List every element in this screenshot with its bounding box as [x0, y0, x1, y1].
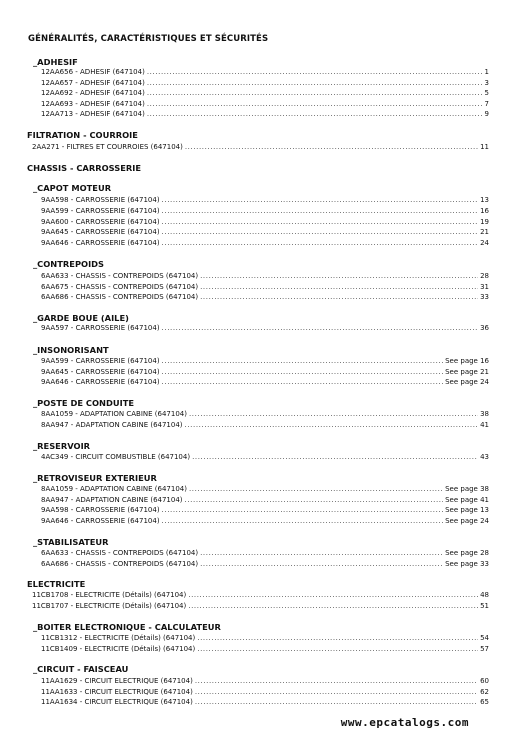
toc-entry[interactable]: 9AA598 - CARROSSERIE (647104) ..... See page 13: [41, 505, 489, 515]
section-filtration: FILTRATION - COURROIE: [27, 130, 138, 140]
toc-entry[interactable]: 12AA713 - ADHESIF (647104) ..... 9: [41, 109, 489, 119]
toc-entry[interactable]: 11CB1409 - ELECTRICITE (Détails) (647104) ..... 57: [41, 644, 489, 654]
toc-entry[interactable]: 9AA646 - CARROSSERIE (647104) ..... 24: [41, 238, 489, 248]
toc-entry[interactable]: 11CB1707 - ELECTRICITE (Détails) (647104) ..... 51: [32, 601, 489, 611]
subsection-adhesif: _ADHESIF: [33, 57, 78, 67]
subsection-circuit: _CIRCUIT - FAISCEAU: [33, 664, 129, 674]
toc-entry[interactable]: 6AA633 - CHASSIS - CONTREPOIDS (647104) ..... 28: [41, 271, 489, 281]
toc-entry[interactable]: 6AA686 - CHASSIS - CONTREPOIDS (647104) ..... See page 33: [41, 559, 489, 569]
subsection-garde-boue: _GARDE BOUE (AILE): [33, 313, 129, 323]
toc-entry[interactable]: 12AA656 - ADHESIF (647104) ..... 1: [41, 67, 489, 77]
toc-entry[interactable]: 9AA646 - CARROSSERIE (647104) ..... See page 24: [41, 516, 489, 526]
toc-entry[interactable]: 6AA686 - CHASSIS - CONTREPOIDS (647104) ..... 33: [41, 292, 489, 302]
toc-entry[interactable]: 8AA947 - ADAPTATION CABINE (647104) ..... 41: [41, 420, 489, 430]
toc-entry[interactable]: 12AA657 - ADHESIF (647104) ..... 3: [41, 78, 489, 88]
toc-entry[interactable]: 11AA1633 - CIRCUIT ELECTRIQUE (647104) ..... 62: [41, 687, 489, 697]
toc-entry[interactable]: 9AA598 - CARROSSERIE (647104) ..... 13: [41, 195, 489, 205]
section-electricite: ELECTRICITE: [27, 579, 86, 589]
toc-entry[interactable]: 12AA692 - ADHESIF (647104) ..... 5: [41, 88, 489, 98]
toc-entry[interactable]: 9AA645 - CARROSSERIE (647104) ..... See page 21: [41, 367, 489, 377]
toc-entry[interactable]: 9AA646 - CARROSSERIE (647104) ..... See page 24: [41, 377, 489, 387]
toc-entry[interactable]: 11CB1708 - ELECTRICITE (Détails) (647104) ..... 48: [32, 590, 489, 600]
toc-entry[interactable]: 9AA645 - CARROSSERIE (647104) ..... 21: [41, 227, 489, 237]
subsection-stabilisateur: _STABILISATEUR: [33, 537, 109, 547]
toc-entry[interactable]: 9AA599 - CARROSSERIE (647104) ..... 16: [41, 206, 489, 216]
toc-entry[interactable]: 9AA599 - CARROSSERIE (647104) ..... See page 16: [41, 356, 489, 366]
toc-entry[interactable]: 4AC349 - CIRCUIT COMBUSTIBLE (647104) ..... 43: [41, 452, 489, 462]
footer-watermark: www.epcatalogs.com: [340, 716, 469, 729]
page-title: GÉNÉRALITÉS, CARACTÉRISTIQUES ET SÉCURITÉS: [28, 34, 269, 44]
toc-entry[interactable]: 8AA1059 - ADAPTATION CABINE (647104) ..... See page 38: [41, 484, 489, 494]
subsection-boitier: _BOITER ELECTRONIQUE - CALCULATEUR: [33, 622, 221, 632]
toc-entry[interactable]: 11AA1629 - CIRCUIT ELECTRIQUE (647104) ..... 60: [41, 676, 489, 686]
toc-entry[interactable]: 9AA597 - CARROSSERIE (647104) ..... 36: [41, 323, 489, 333]
toc-entry[interactable]: 11CB1312 - ELECTRICITE (Détails) (647104) ..... 54: [41, 633, 489, 643]
toc-entry[interactable]: 2AA271 - FILTRES ET COURROIES (647104) ..... 11: [32, 142, 489, 152]
toc-entry[interactable]: 9AA600 - CARROSSERIE (647104) ..... 19: [41, 217, 489, 227]
toc-entry[interactable]: 8AA947 - ADAPTATION CABINE (647104) ..... See page 41: [41, 495, 489, 505]
toc-entry[interactable]: 8AA1059 - ADAPTATION CABINE (647104) ..... 38: [41, 409, 489, 419]
toc-entry[interactable]: 6AA675 - CHASSIS - CONTREPOIDS (647104) ..... 31: [41, 282, 489, 292]
subsection-insonorisant: _INSONORISANT: [33, 345, 109, 355]
toc-entry[interactable]: 12AA693 - ADHESIF (647104) ..... 7: [41, 99, 489, 109]
section-chassis: CHASSIS - CARROSSERIE: [27, 163, 142, 173]
subsection-contrepoids: _CONTREPOIDS: [33, 259, 105, 269]
toc-entry[interactable]: 6AA633 - CHASSIS - CONTREPOIDS (647104) ..... See page 28: [41, 548, 489, 558]
toc-entry[interactable]: 11AA1634 - CIRCUIT ELECTRIQUE (647104) ..... 65: [41, 697, 489, 707]
subsection-poste-conduite: _POSTE DE CONDUITE: [33, 398, 135, 408]
subsection-retroviseur: _RETROVISEUR EXTERIEUR: [33, 473, 157, 483]
subsection-capot: _CAPOT MOTEUR: [33, 183, 112, 193]
subsection-reservoir: _RESERVOIR: [33, 441, 91, 451]
